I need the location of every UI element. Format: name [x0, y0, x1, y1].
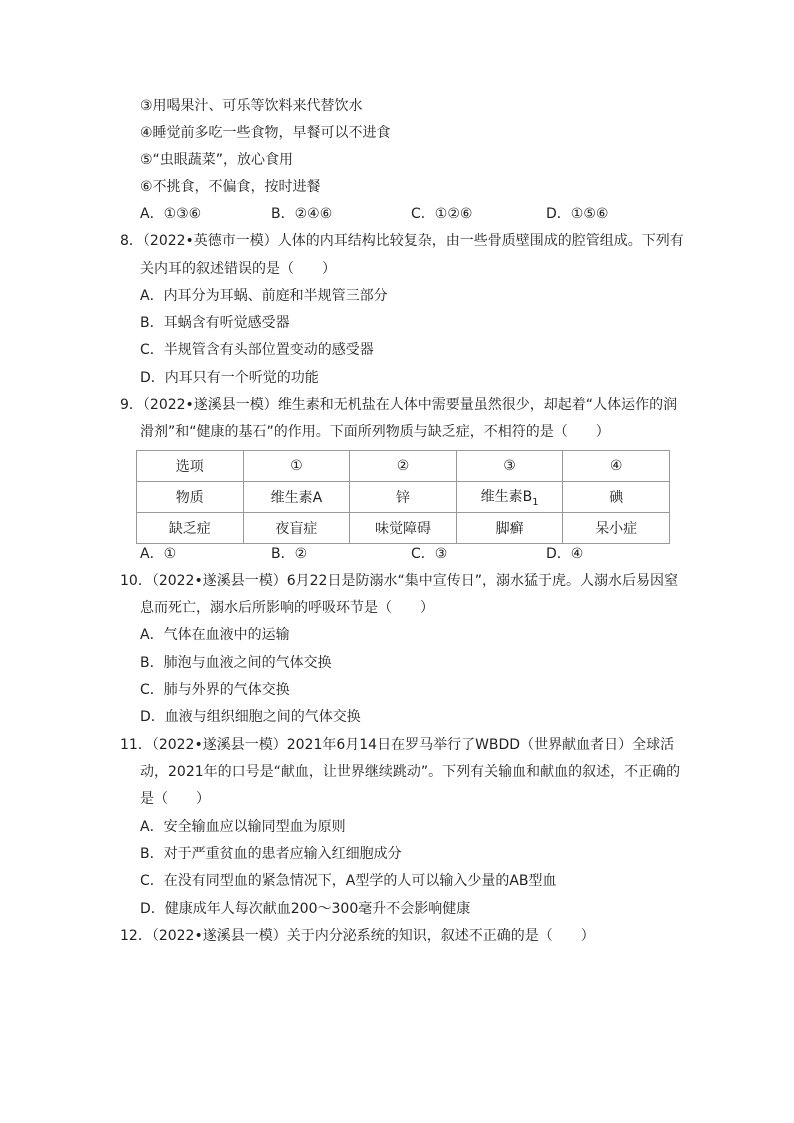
q9-number: 9．	[120, 397, 143, 413]
q10-option-c: C．肺与外界的气体交换	[140, 682, 290, 698]
q10-number: 10．	[120, 573, 152, 589]
q8-number: 8．	[120, 233, 143, 249]
q7-option-b: B．②④⑥	[271, 206, 333, 222]
q9-option-b: B．②	[271, 546, 308, 562]
q9-option-d: D．④	[546, 546, 584, 562]
q8-stem-line2: 关内耳的叙述错误的是（ ）	[140, 261, 336, 277]
q7-item-4: ④睡觉前多吃一些食物，早餐可以不进食	[140, 125, 391, 141]
q8-source: （2022•英德市一模）	[142, 233, 278, 249]
q10-stem	[120, 572, 678, 590]
q7-item-3: ③用喝果汁、可乐等饮料来代替饮水	[140, 98, 363, 114]
table-cell: 维生素A	[243, 482, 350, 513]
table-cell: 脚癣	[456, 513, 563, 544]
q10-stem-line1: 6月22日是防溺水“集中宣传日”，溺水猛于虎。人溺水后易因窒	[286, 573, 678, 589]
vitamin-b-label: 维生素B	[480, 489, 533, 506]
q7-option-c: C．①②⑥	[411, 206, 473, 222]
q9-option-c: C．③	[411, 546, 448, 562]
q9-source: （2022•遂溪县一模）	[142, 397, 278, 413]
q11-option-b: B．对于严重贫血的患者应输入红细胞成分	[140, 846, 402, 862]
q11-stem-line1: 2021年6月14日在罗马举行了WBDD（世界献血者日）全球活	[286, 737, 675, 753]
q10-stem-line2: 息而死亡，溺水后所影响的呼吸环节是（ ）	[140, 600, 434, 616]
q9-option-a: A．①	[140, 546, 177, 562]
q11-stem-line3: 是（ ）	[140, 791, 210, 807]
q10-option-d: D．血液与组织细胞之间的气体交换	[140, 709, 361, 725]
q12-number: 12．	[120, 928, 152, 944]
table-cell: ②	[350, 451, 457, 482]
q10-option-b: B．肺泡与血液之间的气体交换	[140, 655, 332, 671]
q12-source: （2022•遂溪县一模）	[151, 928, 287, 944]
q11-option-a: A．安全输血应以输同型血为原则	[140, 819, 346, 835]
table-cell: ③	[456, 451, 563, 482]
q9-table	[136, 450, 670, 544]
table-row	[137, 451, 670, 482]
q7-option-a: A．①③⑥	[140, 206, 202, 222]
table-cell: 味觉障碍	[350, 513, 457, 544]
table-cell: 锌	[350, 482, 457, 513]
table-row	[137, 513, 670, 544]
q8-stem	[120, 232, 684, 250]
table-cell: 选项	[137, 451, 244, 482]
q9-stem	[120, 396, 677, 414]
table-row	[137, 482, 670, 513]
q7-item-6: ⑥不挑食，不偏食，按时进餐	[140, 179, 321, 195]
q9-stem-line1: 维生素和无机盐在人体中需要量虽然很少，却起着“人体运作的润	[277, 397, 678, 413]
q11-option-c: C．在没有同型血的紧急情况下，A型学的人可以输入少量的AB型血	[140, 873, 557, 889]
q7-item-5: ⑤“虫眼蔬菜”，放心食用	[140, 152, 294, 168]
table-cell	[456, 482, 563, 513]
vitamin-b-subscript: 1	[532, 496, 539, 508]
table-cell: 碘	[563, 482, 670, 513]
q8-option-b: B．耳蜗含有听觉感受器	[140, 315, 290, 331]
q11-option-d: D．健康成年人每次献血200～300毫升不会影响健康	[140, 901, 471, 917]
q8-option-d: D．内耳只有一个听觉的功能	[140, 370, 319, 386]
table-cell: ④	[563, 451, 670, 482]
q11-stem	[120, 736, 674, 754]
table-cell: 物质	[137, 482, 244, 513]
q11-source: （2022•遂溪县一模）	[151, 737, 287, 753]
q12-stem	[120, 927, 595, 945]
q12-stem-text: 关于内分泌系统的知识，叙述不正确的是（ ）	[286, 928, 595, 944]
table-cell: 夜盲症	[243, 513, 350, 544]
q10-source: （2022•遂溪县一模）	[151, 573, 287, 589]
table-cell: ①	[243, 451, 350, 482]
q10-option-a: A．气体在血液中的运输	[140, 627, 290, 643]
q8-stem-line1: 人体的内耳结构比较复杂，由一些骨质壁围成的腔管组成。下列有	[277, 233, 684, 249]
q9-stem-line2: 滑剂”和“健康的基石”的作用。下面所列物质与缺乏症，不相符的是（ ）	[140, 424, 610, 440]
q8-option-c: C．半规管含有头部位置变动的感受器	[140, 342, 374, 358]
table-cell: 呆小症	[563, 513, 670, 544]
table-cell: 缺乏症	[137, 513, 244, 544]
q7-option-d: D．①⑤⑥	[546, 206, 609, 222]
q8-option-a: A．内耳分为耳蜗、前庭和半规管三部分	[140, 288, 388, 304]
q11-stem-line2: 动，2021年的口号是“献血，让世界继续跳动”。下列有关输血和献血的叙述，不正确的	[140, 764, 681, 780]
q11-number: 11．	[120, 737, 152, 753]
